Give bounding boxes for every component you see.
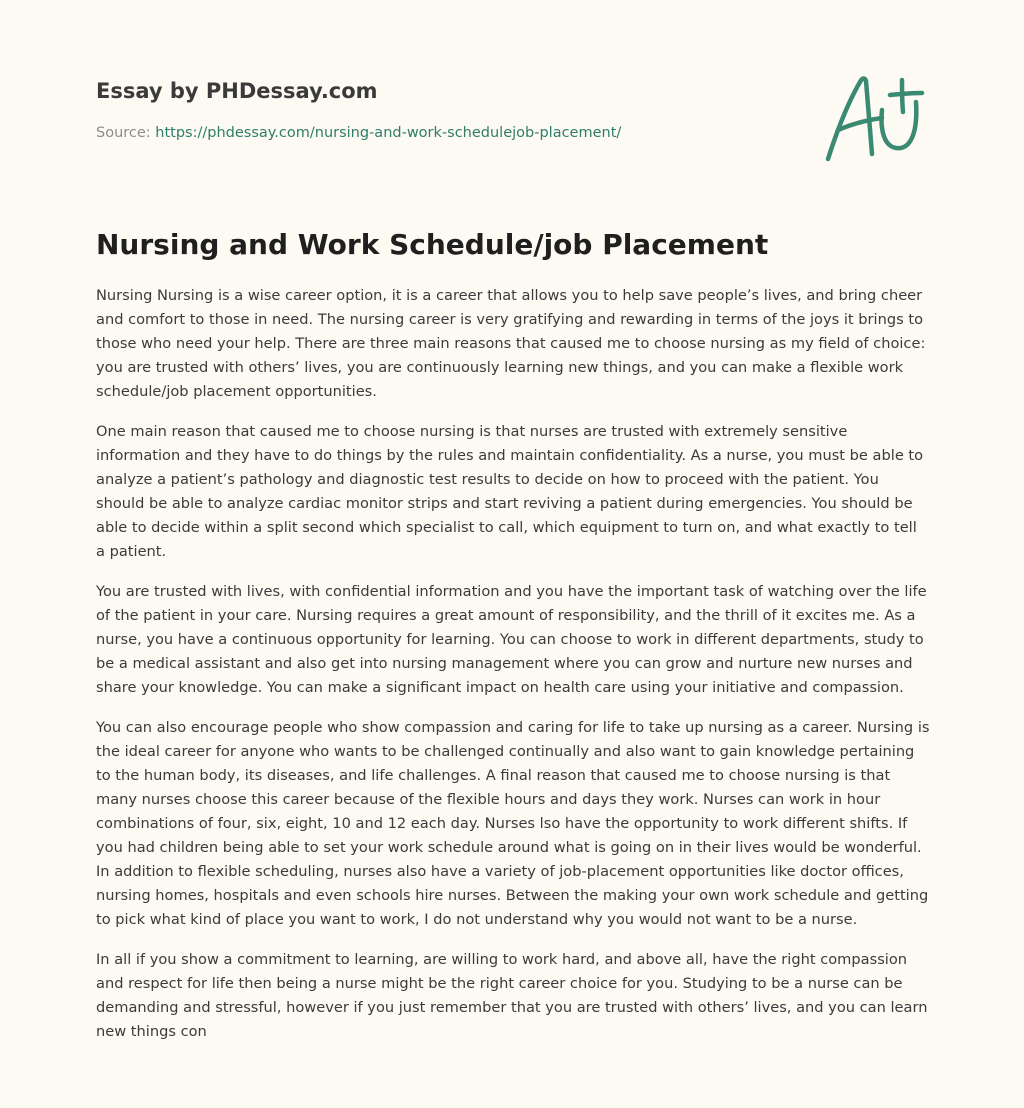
essay-title: Nursing and Work Schedule/job Placement xyxy=(96,228,769,261)
essay-paragraph: In all if you show a commitment to learning, are willing to work hard, and above all, have the right compassion and respect for life then being a nurse might be the right career choice for you. Studying to be a nurse can be demanding and stressful, however if you just remember that you are trusted with others’ lives, and you can learn new things con xyxy=(96,951,928,1040)
source-line xyxy=(96,124,796,142)
essay-paragraph: You are trusted with lives, with confidential information and you have the important task of watching over the life of the patient in your care. Nursing requires a great amount of responsibility, and the thrill of it excites me. As a nurse, you have a continuous opportunity for learning. You can choose to work in different departments, study to be a medical assistant and also get into nursing management where you can grow and nurture new nurses and share your knowledge. You can make a significant impact on health care using your initiative and compassion. xyxy=(96,583,927,696)
source-label: Source: xyxy=(96,125,151,141)
essay-body xyxy=(96,284,930,1060)
essay-paragraph: You can also encourage people who show compassion and caring for life to take up nursing as a career. Nursing is the ideal career for anyone who wants to be challenged continually and also want to gain knowledge pertaining to the human body, its diseases, and life challenges. A final reason that caused me to choose nursing is that many nurses choose this career because of the flexible hours and days they work. Nurses can work in hour combinations of four, six, eight, 10 and 12 each day. Nurses lso have the opportunity to work different shifts. If you had children being able to set your work schedule around what is going on in their lives would be wonderful. In addition to flexible scheduling, nurses also have a variety of job-placement opportunities like doctor offices, nursing homes, hospitals and even schools hire nurses. Between the making your own work schedule and getting to pick what kind of place you want to work, I do not understand why you would not want to be a nurse. xyxy=(96,719,930,928)
essay-paragraph: Nursing Nursing is a wise career option, it is a career that allows you to help save people’s lives, and bring cheer and comfort to those in need. The nursing career is very gratifying and rewarding in terms of the joys it brings to those who need your help. There are three main reasons that caused me to choose nursing as my field of choice: you are trusted with others’ lives, you are continuously learning new things, and you can make a flexible work schedule/job placement opportunities. xyxy=(96,287,926,400)
source-link[interactable]: https://phdessay.com/nursing-and-work-schedulejob-placement/ xyxy=(155,125,622,141)
page-header xyxy=(96,78,796,142)
essay-paragraph: One main reason that caused me to choose nursing is that nurses are trusted with extremely sensitive information and they have to do things by the rules and maintain confidentiality. As a nurse, you must be able to analyze a patient’s pathology and diagnostic test results to decide on how to proceed with the patient. You should be able to analyze cardiac monitor strips and start reviving a patient during emergencies. You should be able to decide within a split second which specialist to call, which equipment to turn on, and what exactly to tell a patient. xyxy=(96,423,924,560)
a-plus-logo-icon xyxy=(820,68,930,166)
site-title: Essay by PHDessay.com xyxy=(96,79,378,103)
